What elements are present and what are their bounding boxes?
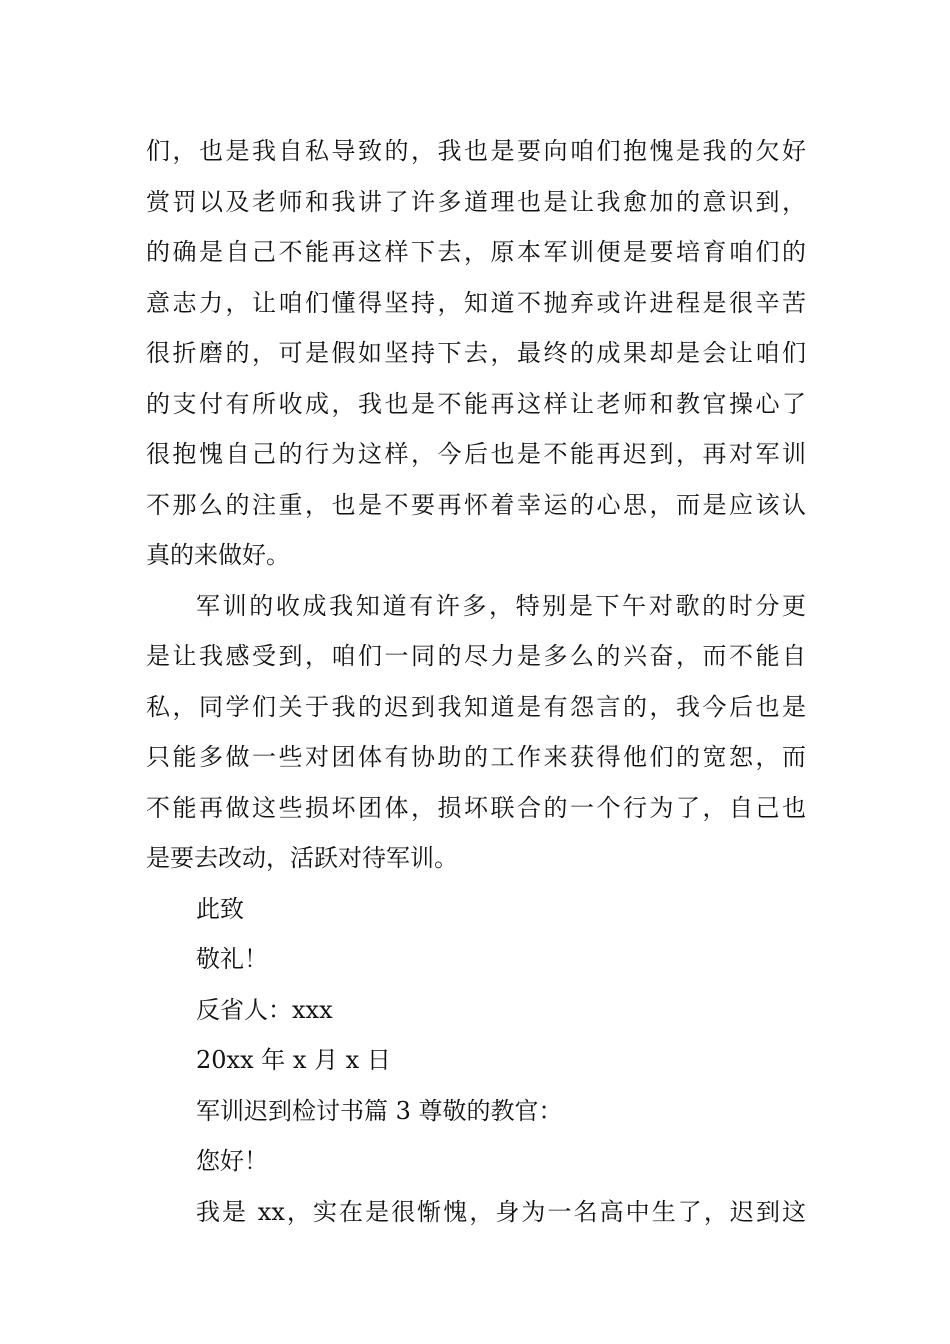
text-line: 们，也是我自私导致的，我也是要向咱们抱愧是我的欠好 [146,137,806,165]
text-line: 的支付有所收成，我也是不能再这样让老师和教官操心了 [146,389,806,418]
text-line: 很抱愧自己的行为这样，今后也是不能再迟到，再对军训 [146,440,806,468]
text-line: 的确是自己不能再这样下去，原本军训便是要培育咱们的 [146,238,806,266]
text-line: 真的来做好。 [146,541,290,569]
document-body [146,126,806,1237]
text-line: 是要去改动，活跃对待军训。 [146,844,458,872]
text-line: 意志力，让咱们懂得坚持，知道不抛弃或许进程是很辛苦 [146,288,806,317]
text-line: 我是 xx，实在是很惭愧，身为一名高中生了，迟到这 [196,1197,806,1226]
text-line: 只能多做一些对团体有协助的工作来获得他们的宽恕，而 [146,743,806,771]
letter-date: 20xx 年 x 月 x 日 [196,1046,391,1074]
text-line: 不能再做这些损坏团体，损坏联合的一个行为了，自己也 [146,793,806,822]
text-line: 赏罚以及老师和我讲了许多道理也是让我愈加的意识到， [146,187,806,216]
text-line: 军训的收成我知道有许多，特别是下午对歌的时分更 [196,591,806,620]
text-line: 不那么的注重，也是不要再怀着幸运的心思，而是应该认 [146,490,806,519]
letter-closing [146,884,806,1086]
text-line: 很折磨的，可是假如坚持下去，最终的成果却是会让咱们 [146,339,806,367]
section-heading: 军训迟到检讨书篇 3 尊敬的教官： [196,1096,563,1125]
letter-greeting: 您好！ [196,1147,268,1175]
paragraph-continued [146,126,806,581]
paragraph-military-training [146,581,806,884]
text-line: 私，同学们关于我的迟到我知道是有怨言的，我今后也是 [146,692,806,721]
closing-regards: 敬礼！ [196,945,268,973]
closing-salutation: 此致 [196,894,244,923]
text-line: 是让我感受到，咱们一同的尽力是多么的兴奋，而不能自 [146,642,806,670]
signer-name: 反省人：xxx [196,995,333,1024]
next-letter [146,1086,806,1238]
